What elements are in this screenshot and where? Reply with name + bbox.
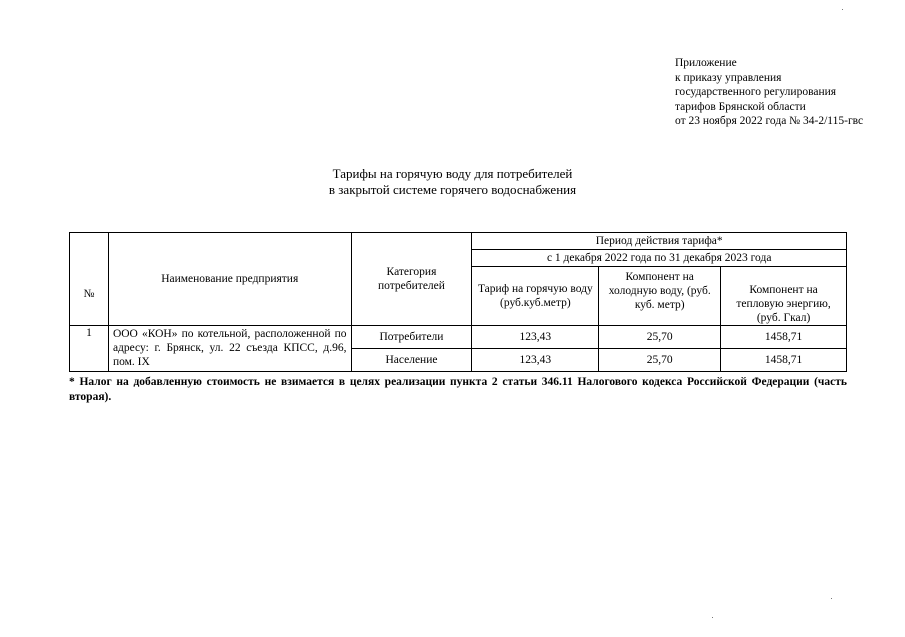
title-line: Тарифы на горячую воду для потребителей <box>332 166 573 181</box>
header-date-range: с 1 декабря 2022 года по 31 декабря 2023 года <box>472 250 847 267</box>
header-category: Категория потребителей <box>351 233 472 326</box>
row-tariff-hot: 123,43 <box>472 349 599 372</box>
appendix-line: Приложение <box>675 57 737 69</box>
appendix-line: тарифов Брянской области <box>675 100 806 113</box>
appendix-line: государственного регулирования <box>675 86 837 98</box>
header-number: № <box>70 233 109 326</box>
header-component-heat: Компонент на тепловую энергию, (руб. Гкал) <box>721 267 847 326</box>
scan-speck <box>712 617 713 618</box>
row-category: Потребители <box>351 326 472 349</box>
header-company: Наименование предприятия <box>108 233 351 326</box>
row-component-cold: 25,70 <box>599 326 721 349</box>
footnote: * Налог на добавленную стоимость не взимается в целях реализации пункта 2 статьи 346.11 Налогового кодекса Российской Федерации (часть вторая). <box>69 376 847 403</box>
header-period: Период действия тарифа* <box>472 233 847 250</box>
row-component-heat: 1458,71 <box>721 349 847 372</box>
row-component-heat: 1458,71 <box>721 326 847 349</box>
row-number: 1 <box>70 326 109 372</box>
document-title <box>0 166 905 198</box>
header-tariff-hot: Тариф на горячую воду (руб.куб.метр) <box>472 267 599 326</box>
appendix-line: от 23 ноября 2022 года № 34-2/115-гвс <box>675 115 864 127</box>
appendix-header <box>675 56 863 129</box>
row-tariff-hot: 123,43 <box>472 326 599 349</box>
header-component-cold: Компонент на холодную воду, (руб. куб. метр) <box>599 267 721 326</box>
row-component-cold: 25,70 <box>599 349 721 372</box>
tariff-table <box>69 232 847 372</box>
scan-speck <box>831 598 832 599</box>
scan-speck <box>842 9 843 10</box>
row-category: Население <box>351 349 472 372</box>
appendix-line: к приказу управления <box>675 71 782 84</box>
title-line: в закрытой системе горячего водоснабжения <box>328 182 577 197</box>
row-company: ООО «КОН» по котельной, расположенной по адресу: г. Брянск, ул. 22 съезда КПСС, д.96, пом. IX <box>108 326 351 372</box>
